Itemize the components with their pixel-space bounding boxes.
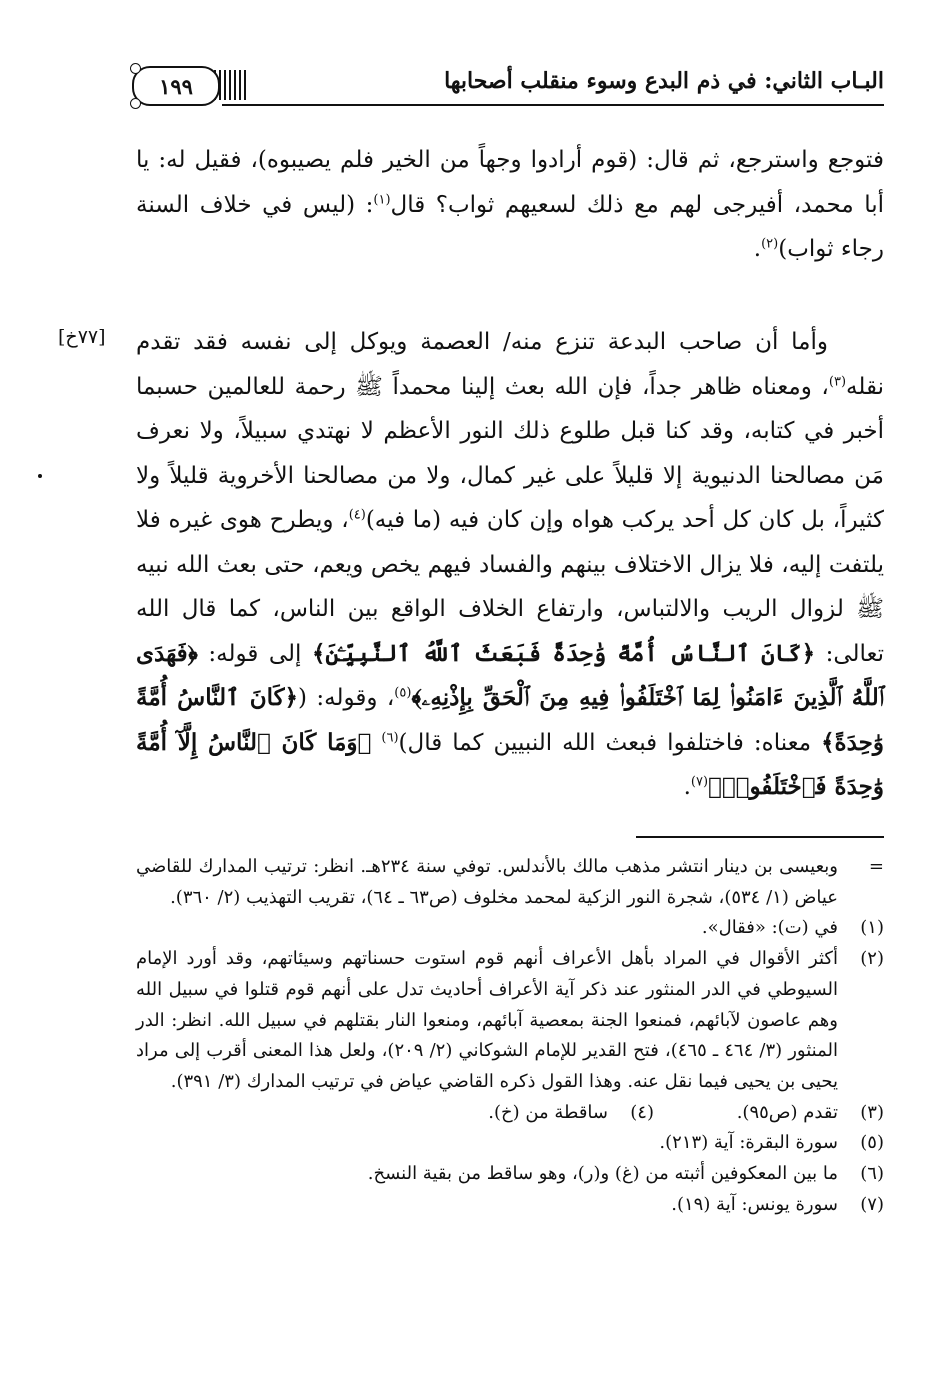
ornament-circle-icon: [130, 63, 141, 74]
footnote-text: ساقطة من (خ).: [488, 1101, 608, 1123]
footnote-3: [654, 1098, 884, 1129]
ornament-circle-icon: [130, 98, 141, 109]
footnote-text: سورة البقرة: آية (٢١٣).: [659, 1132, 838, 1154]
footnote-number: (٥): [860, 1132, 884, 1154]
footnote-ref-6[interactable]: (٦): [381, 729, 399, 745]
text-run: ، وقوله: (: [298, 685, 395, 711]
footnote-number: (٢): [860, 948, 884, 970]
text-run: : (ليس في خلاف السنة رجاء ثواب): [136, 191, 884, 262]
footnote-ref-7[interactable]: (٧): [690, 774, 709, 790]
text-run: ، ويطرح هوى غيره فلا يلتفت إليه، فلا يزال الاختلاف بينهم والفساد فيهم يخص ويعم، حتى بعث الله نبيه ﷺ لزوال الريب والالتباس، وارتفاع الخلاف الواقع بين الناس، كما قال الله تعالى:: [136, 507, 885, 667]
quran-verse: ﴿فَهَدَى ٱللَّهُ ٱلَّذِينَ ءَامَنُوا۟ لِمَا ٱخْتَلَفُوا۟ فِيهِ مِنَ ٱلْحَقِّ بِإِذْنِهِۦ﴾: [136, 639, 885, 711]
footnotes: [136, 852, 884, 1220]
footnote-text: وبعيسى بن دينار انتشر مذهب مالك بالأندلس. توفي سنة ٢٣٤هـ. انظر: ترتيب المدارك للقاضي عياض (١/ ٥٣٤)، شجرة النور الزكية لمحمد مخلوف (ص٦٣ ـ ٦٤)، تقريب التهذيب (٢/ ٣٦٠).: [136, 856, 838, 908]
footnote-text: أكثر الأقوال في المراد بأهل الأعراف أنهم قوم استوت حسناتهم وسيئاتهم، وقد أورد الإمام السيوطي في الدر المنثور عند ذكر آية الأعراف أحاديث تدل على أنهم قوم قتلوا في سبيل الله وهم عاصون لآبائهم، فمنعوا الجنة بمعصية آبائهم، ومنعوا النار بقتلهم في سبيل الله. انظر: الدر المنثور (٣/ ٤٦٤ ـ ٤٦٥)، فتح القدير للإمام الشوكاني (٢/ ٢٠٩)، ولعل هذا المعنى أقرب إلى مراد يحيى بن يحيى فيما نقل عنه. وهذا القول ذكره القاضي عياض في ترتيب المدارك (٣/ ٣٩١).: [136, 948, 838, 1092]
manuscript-margin-reference: [٧٧خ]: [58, 326, 106, 348]
margin-dot: [38, 474, 42, 478]
footnote-text: تقدم (ص٩٥).: [736, 1101, 838, 1123]
text-run: معناه: فاختلفوا فبعث الله النبيين كما قال): [398, 729, 822, 756]
footnote-4: [424, 1098, 654, 1129]
footnote-number: (٧): [860, 1193, 884, 1215]
paragraph-text: [136, 138, 884, 272]
header-rule: [222, 104, 884, 106]
quran-verse: ﴿كَانَ ٱلنَّاسُ أُمَّةً وَٰحِدَةً فَبَعَثَ ٱللَّهُ ٱلنَّبِيِّـۧنَ﴾: [311, 639, 816, 667]
footnote-number: (٣): [860, 1101, 884, 1123]
paragraph-2: [136, 320, 884, 810]
continuation-mark: =: [868, 856, 884, 877]
running-header: [132, 62, 884, 110]
chapter-title: البـاب الثاني: في ذم البدع وسوء منقلب أصحابها: [444, 68, 884, 94]
text-run: وأما أن صاحب البدعة تنزع منه/ العصمة ويوكل إلى نفسه فقد تقدم نقله: [136, 329, 884, 400]
footnote-continued: [136, 852, 884, 913]
footnote-text: سورة يونس: آية (١٩).: [671, 1193, 838, 1215]
footnote-7: [136, 1190, 884, 1221]
footnotes-3-4: [136, 1098, 884, 1129]
text-run: .: [753, 236, 762, 262]
footnote-ref-1[interactable]: (١): [373, 191, 391, 207]
footnote-2: [136, 944, 884, 1098]
footnote-1: [136, 913, 884, 944]
text-run: إلى قوله:: [197, 640, 312, 667]
footnote-text: ما بين المعكوفين أثبته من (غ) و(ر)، وهو ساقط من بقية النسخ.: [367, 1163, 838, 1185]
footnote-6: [136, 1159, 884, 1190]
footnote-ref-5[interactable]: (٥): [394, 685, 412, 701]
footnote-ref-2[interactable]: (٢): [761, 236, 779, 252]
quran-verse: ﴿وَمَا كَانَ ٱلنَّاسُ إِلَّآ أُمَّةً وَٰحِدَةً فَٱخْتَلَفُوا۟﴾: [136, 728, 884, 800]
footnote-number: (٦): [860, 1163, 884, 1185]
page-number: ١٩٩: [159, 73, 193, 99]
footnote-number: (٤): [630, 1101, 654, 1123]
page-number-badge: [132, 66, 220, 106]
footnote-5: [136, 1128, 884, 1159]
text-run: فتوجع واسترجع، ثم قال: (قوم أرادوا وجهاً من الخير فلم يصيبوه)، فقيل له: يا أبا محمد، أفيرجى لهم مع ذلك لسعيهم ثواب؟ قال: [136, 147, 884, 218]
paragraph-text: [136, 320, 884, 810]
footnote-separator: [636, 836, 884, 838]
footnote-number: (١): [860, 917, 884, 939]
text-run: ، ومعناه ظاهر جداً، فإن الله بعث إلينا محمداً ﷺ رحمة للعالمين حسبما أخبر في كتابه، وقد كنا قبل طلوع ذلك النور الأعظم لا نهتدي سبيلاً، ولا نعرف مَن مصالحنا الدنيوية إلا قليلاً على غير كمال، ولا من مصالحنا الأخروية قليلاً ولا كثيراً، بل كان كل أحد يركب هواه وإن كان فيه (ما فيه): [136, 373, 884, 533]
quran-verse: ﴿كَانَ ٱلنَّاسُ أُمَّةً وَٰحِدَةً﴾: [136, 684, 885, 756]
footnote-ref-4[interactable]: (٤): [348, 507, 366, 523]
footnote-ref-3[interactable]: (٣): [828, 373, 847, 389]
footnote-text: في (ت): «فقال».: [701, 917, 838, 939]
text-run: [371, 730, 381, 756]
text-run: .: [683, 774, 691, 800]
paragraph-1: [136, 138, 884, 272]
